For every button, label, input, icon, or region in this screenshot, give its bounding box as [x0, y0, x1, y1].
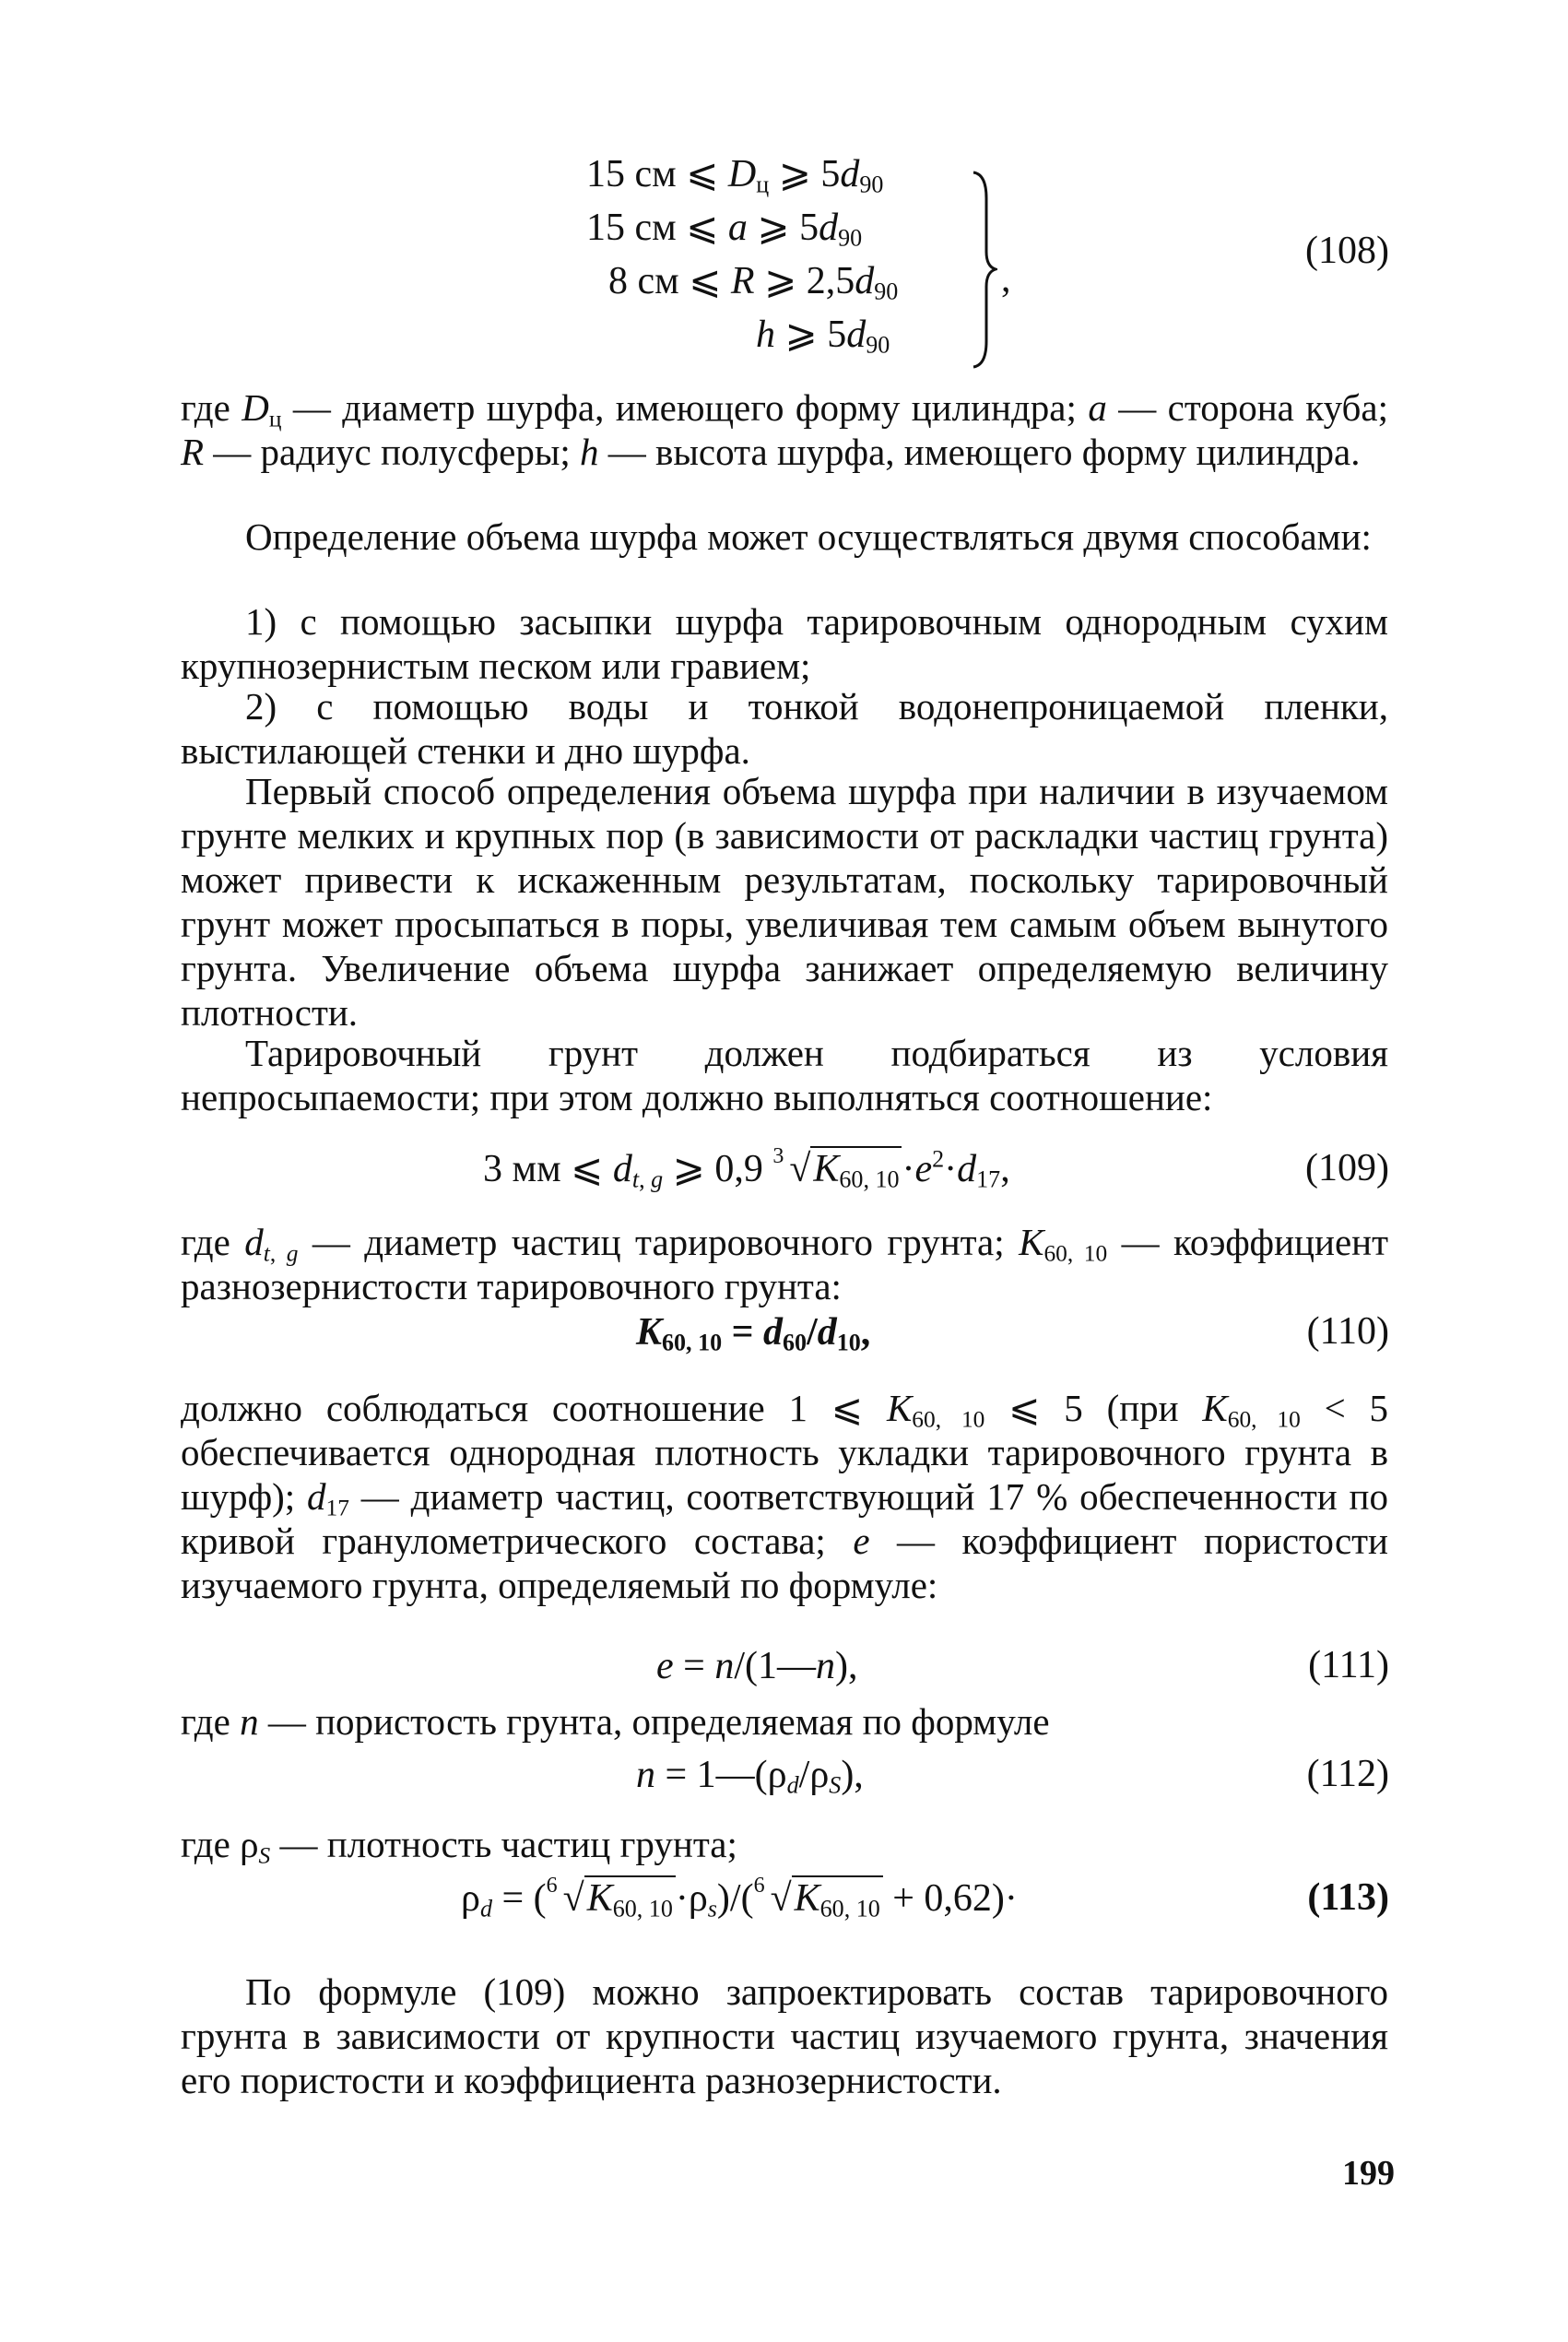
equation-number-112: (112) [1306, 1753, 1389, 1795]
page-number: 199 [1342, 2154, 1395, 2193]
paragraph-conclusion: По формуле (109) можно запроектировать состав тарировочного грунта в зависимости от крупности частиц изучаемого грунта, значения его пористости и коэффициента разнозернистости. [181, 1970, 1388, 2101]
equation-number-111: (111) [1308, 1644, 1389, 1686]
equation-number-113: (113) [1307, 1876, 1389, 1919]
paragraph-particle-density: где $\rho_S$ — плотность частиц грунта; [181, 1823, 737, 1869]
system-108-line-1: 15 см ⩽ $D_ц$ ⩾ $5d_{90}$ [586, 153, 884, 198]
paragraph-first-method: Первый способ определения объема шурфа при наличии в изучаемом грунте мелких и крупных пор (в зависимости от раскладки частиц грунта) может привести к искаженным результатам, поскольку тарировочный грунт может просыпаться в поры, увеличивая тем самым объем вынутого грунта. Увеличение объема шурфа занижает определяемую величину плотности. [181, 770, 1388, 1034]
paragraph-method-1: 1) с помощью засыпки шурфа тарировочным однородным сухим крупнозернистым песком или гравием; [181, 600, 1388, 687]
equation-110: $K_{60, 10} = d_{60}/d_{10}$, [636, 1311, 871, 1356]
equation-number-110: (110) [1306, 1310, 1389, 1353]
system-108-line-4: h ⩾ $5d_{90}$ [756, 313, 890, 359]
equation-number-109: (109) [1305, 1147, 1389, 1189]
paragraph-methods-intro: Определение объема шурфа может осуществляться двумя способами: [245, 515, 1372, 558]
equation-113: $\rho_d$ = ( 6 $√K_{60, 10}\cdot\rho_s)/$( 6 $√K_{60, 10} + 0,62)\cdot$ [461, 1874, 1018, 1922]
right-brace [970, 171, 997, 369]
paragraph-definitions-109: где $d_{t, g}$ — диаметр частиц тарировочного грунта; $K_{60, 10}$ — коэффициент разнозернистости тарировочного грунта: [181, 1221, 1388, 1307]
paragraph-method-2: 2) с помощью воды и тонкой водонепроницаемой пленки, выстилающей стенки и дно шурфа. [181, 685, 1388, 772]
paragraph-definitions-108: где $D_ц$ — диаметр шурфа, имеющего форму цилиндра; a — сторона куба; R — радиус полусферы; h — высота шурфа, имеющего форму цилиндра. [181, 386, 1388, 473]
system-108-line-2: 15 см ⩽ a ⩾ $5d_{90}$ [586, 207, 863, 252]
paragraph-calibration-soil: Тарировочный грунт должен подбираться из условия непросыпаемости; при этом должно выполняться соотношение: [181, 1032, 1388, 1118]
system-108-line-3: 8 см ⩽ R ⩾ $2,5d_{90}$ [608, 260, 899, 305]
equation-111: e = n/(1—n), [656, 1645, 858, 1687]
paragraph-conditions: должно соблюдаться соотношение 1 ⩽ $K_{60, 10}$ ⩽ 5 (при $K_{60, 10} < 5$ обеспечивается однородная плотность укладки тарировочного грунта в шурф); $d_{17}$ — диаметр частиц, соответствующий 17 % обеспеченности по кривой гранулометрического состава; e — коэффициент пористости изучаемого грунта, определяемый по формуле: [181, 1387, 1389, 1606]
equation-number-108: (108) [1305, 230, 1389, 272]
equation-109: 3 мм ⩽ $d_{t, g}$ ⩾ 0,9 3 $√K_{60, 10}\cdot e^2\cdot d_{17}$, [483, 1144, 1010, 1193]
paragraph-porosity: где n — пористость грунта, определяемая по формуле [181, 1700, 1050, 1743]
equation-112: $n = 1—(\rho_d/\rho_S)$, [636, 1754, 864, 1799]
system-108-comma: , [1001, 258, 1011, 301]
